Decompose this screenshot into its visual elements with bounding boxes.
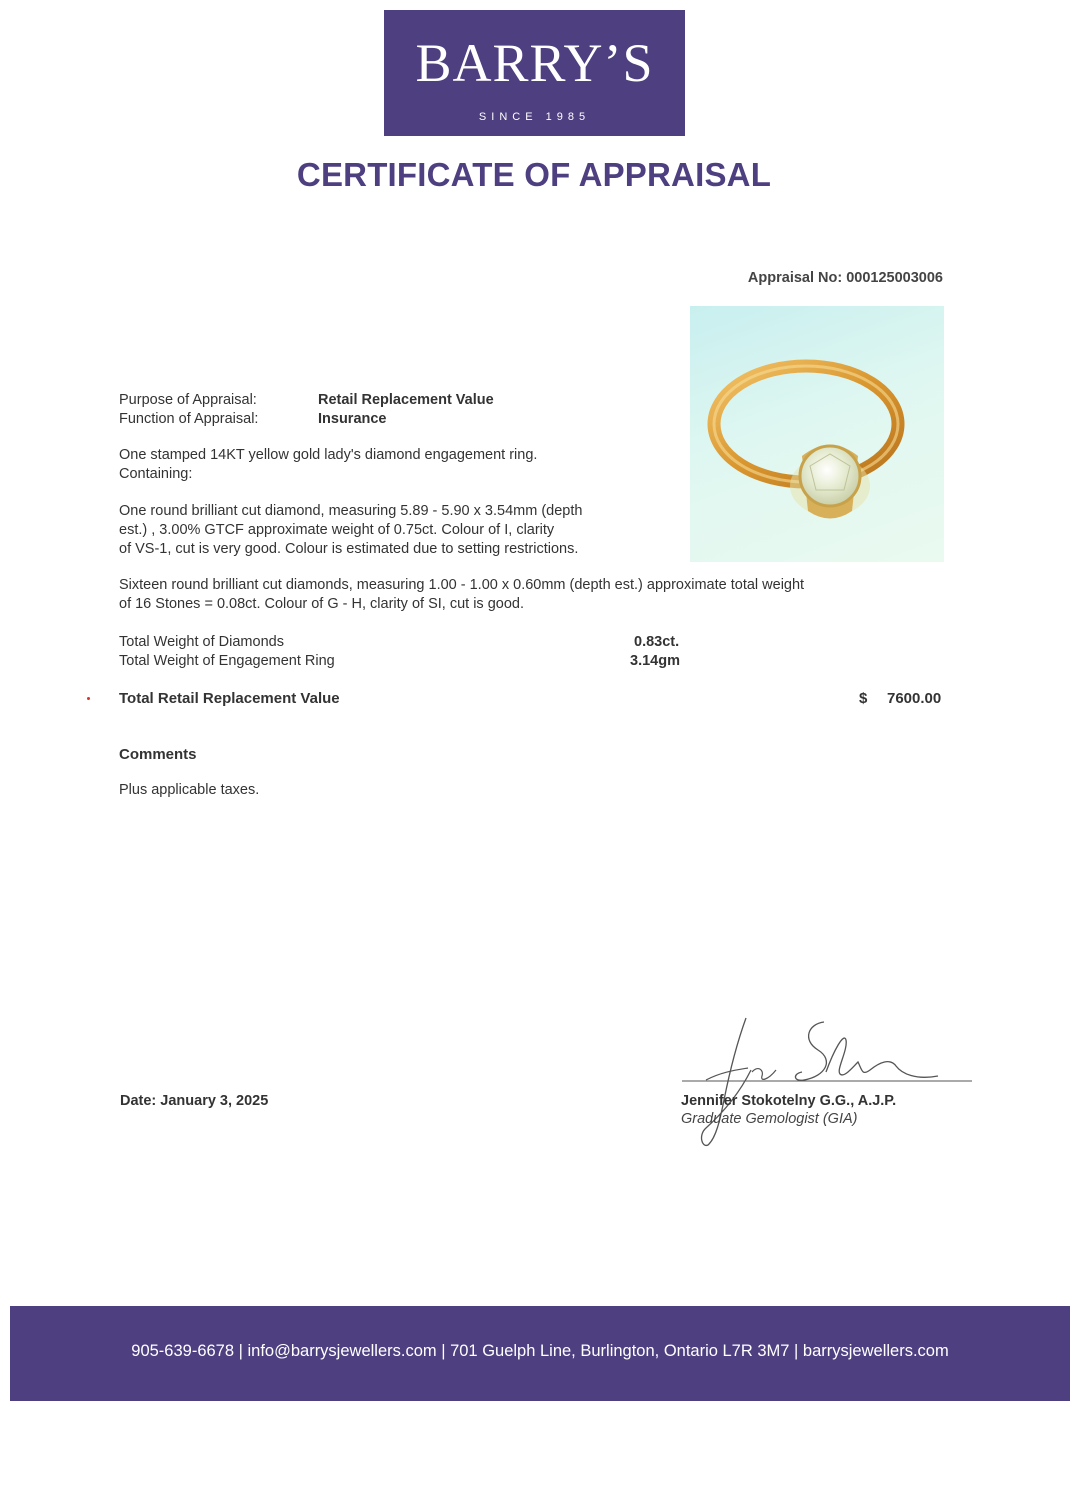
purpose-label: Purpose of Appraisal: (119, 392, 257, 408)
side-stones-line-1: Sixteen round brilliant cut diamonds, measuring 1.00 - 1.00 x 0.60mm (depth est.) approximate total weight (119, 577, 805, 593)
function-label: Function of Appraisal: (119, 411, 259, 427)
ring-illustration (690, 306, 944, 562)
comments-heading: Comments (119, 746, 197, 763)
ring-weight-value: 3.14gm (630, 653, 680, 669)
diamonds-weight-label: Total Weight of Diamonds (119, 634, 284, 650)
footer-bar (10, 1306, 1070, 1401)
purpose-value: Retail Replacement Value (318, 392, 494, 408)
appraisal-number: Appraisal No: 000125003006 (747, 270, 943, 286)
document-title: CERTIFICATE OF APPRAISAL (296, 156, 772, 193)
handwritten-signature (676, 1010, 976, 1150)
signer-title: Graduate Gemologist (GIA) (681, 1111, 858, 1127)
center-stone-line-2: est.) , 3.00% GTCF approximate weight of 0.75ct. Colour of I, clarity (119, 522, 555, 538)
retail-currency: $ (859, 690, 868, 707)
function-value: Insurance (318, 411, 387, 427)
side-stones-line-2: of 16 Stones = 0.08ct. Colour of G - H, clarity of SI, cut is good. (119, 596, 524, 612)
retail-value: 7600.00 (887, 690, 942, 707)
appraisal-date: Date: January 3, 2025 (120, 1093, 269, 1109)
red-mark (87, 697, 90, 700)
footer-contact: 905-639-6678 | info@barrysjewellers.com | 701 Guelph Line, Burlington, Ontario L7R 3M7 | barrysjewellers.com (131, 1342, 949, 1360)
comments-text: Plus applicable taxes. (119, 782, 260, 798)
description-line-2: Containing: (119, 466, 193, 482)
ring-weight-label: Total Weight of Engagement Ring (119, 653, 335, 669)
signer-name: Jennifer Stokotelny G.G., A.J.P. (681, 1093, 897, 1109)
retail-value-label: Total Retail Replacement Value (119, 690, 340, 707)
diamonds-weight-value: 0.83ct. (634, 634, 680, 650)
center-stone-line-3: of VS-1, cut is very good. Colour is estimated due to setting restrictions. (119, 541, 579, 557)
brand-logo (384, 10, 685, 136)
brand-name: BARRY’S (415, 33, 654, 93)
brand-tagline: SINCE 1985 (478, 111, 591, 123)
center-stone-line-1: One round brilliant cut diamond, measuring 5.89 - 5.90 x 3.54mm (depth (119, 503, 583, 519)
ring-photo (690, 306, 944, 562)
description-line-1: One stamped 14KT yellow gold lady's diamond engagement ring. (119, 447, 538, 463)
